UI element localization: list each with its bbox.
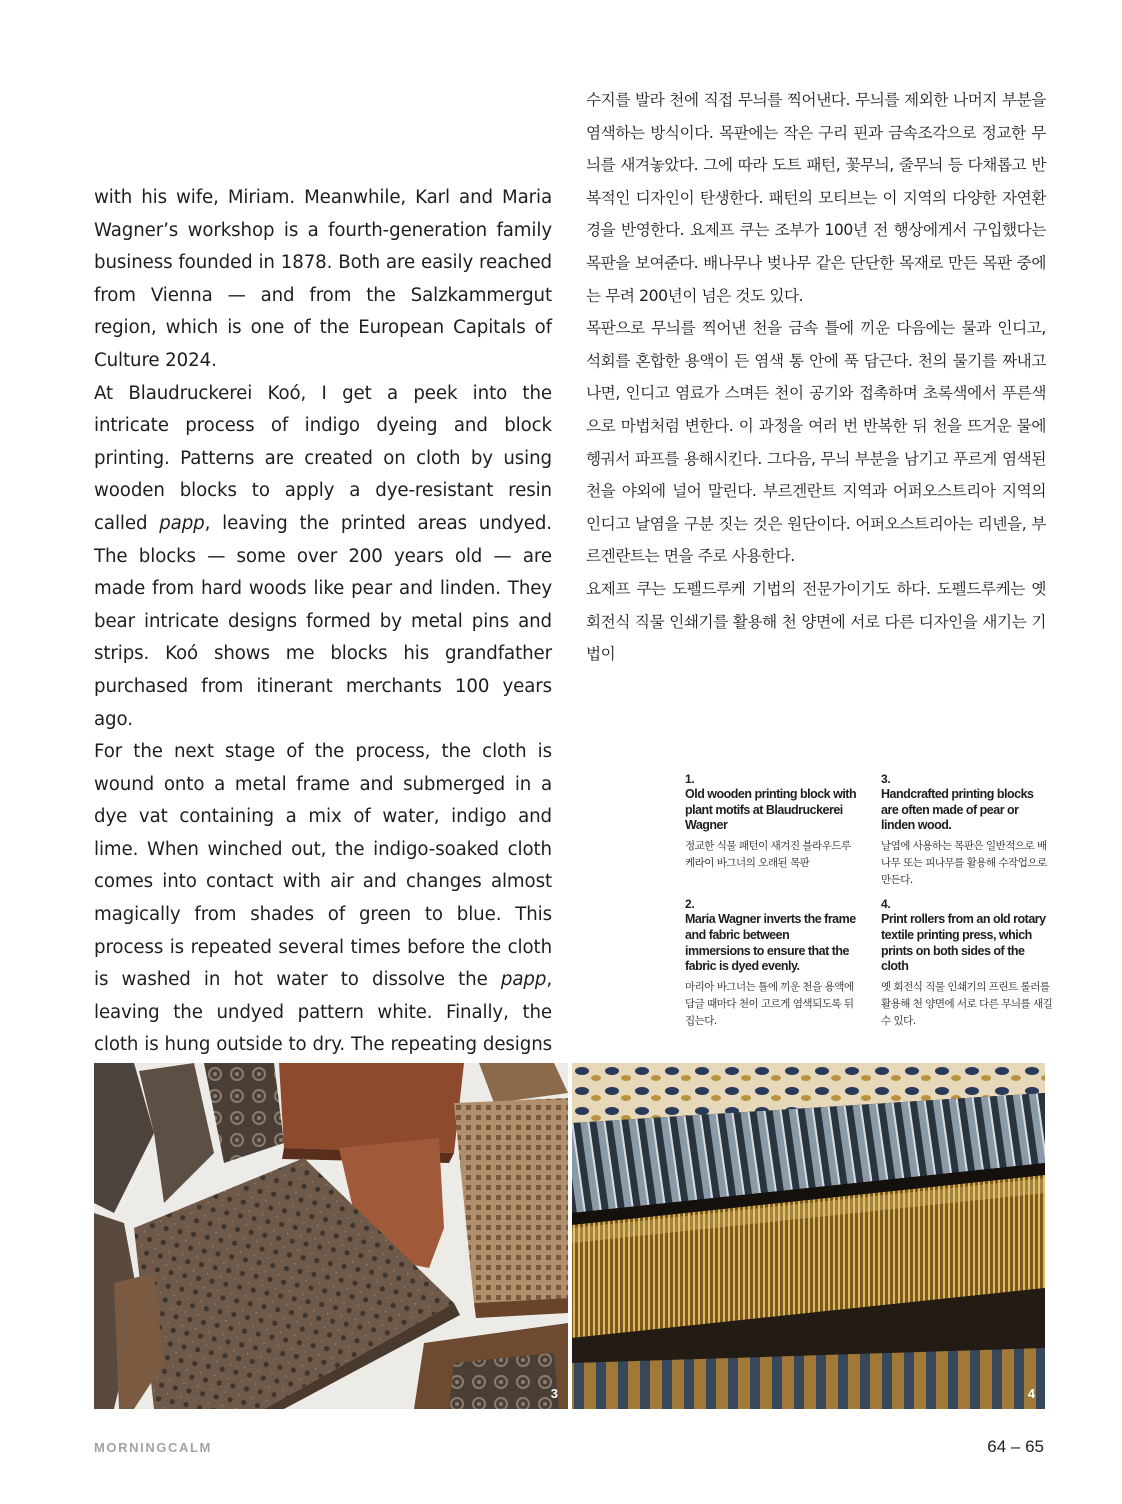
caption-english: Maria Wagner inverts the frame and fabric between immersions to ensure that the fabric is dyed evenly. [685, 912, 856, 974]
english-article-column [94, 182, 552, 1127]
page-numbers: 64 – 65 [987, 1437, 1044, 1456]
caption-2 [685, 897, 857, 1030]
caption-korean: 마리아 바그너는 틀에 끼운 천을 용액에 담글 때마다 천이 고르게 염색되도록 뒤집는다. [685, 980, 854, 1027]
text-run: For the next stage of the process, the cloth is wound onto a metal frame and submerged in a dye vat containing a mix of water, indigo and lime. When winched out, the indigo-soaked cloth comes into contact with air and changes almost magically from shades of green to blue. This process is repeated several times before the cloth is washed in hot water to dissolve the [94, 741, 552, 991]
caption-number: 2. [685, 897, 695, 912]
article-paragraph: with his wife, Miriam. Meanwhile, Karl and Maria Wagner’s workshop is a fourth-generation family business founded in 1878. Both are easily reached from Vienna — and from the Salzkammergut region, which is one of the European Capitals of Culture 2024. [94, 187, 552, 371]
caption-3 [881, 772, 1053, 889]
caption-korean: 정교한 식물 패턴이 새겨진 블라우드루케라이 바그너의 오래된 목판 [685, 840, 851, 870]
article-paragraph-ko: 수지를 발라 천에 직접 무늬를 찍어낸다. 무늬를 제외한 나머지 부분을 염색하는 방식이다. 목판에는 작은 구리 핀과 금속조각으로 정교한 무늬를 새겨놓았다. 그에 따라 도트 패턴, 꽃무늬, 줄무늬 등 다채롭고 반복적인 디자인이 탄생한다. 패턴의 모티브는 이 지역의 다양한 자연환경을 반영한다. 요제프 쿠는 조부가 100년 전 행상에게서 구입했다는 목판을 보여준다. 배나무나 벚나무 같은 단단한 목재로 만든 목판 중에는 무려 200년이 넘은 것도 있다. [586, 91, 1046, 305]
printing-blocks-illustration [94, 1063, 568, 1409]
caption-korean: 옛 회전식 직물 인쇄기의 프린트 롤러를 활용해 천 양면에 서로 다른 무늬를 새길 수 있다. [881, 980, 1053, 1027]
photo-number: 4 [1027, 1386, 1035, 1401]
photo-print-rollers [572, 1063, 1045, 1409]
caption-english: Print rollers from an old rotary textile printing press, which prints on both sides of the cloth [881, 912, 1046, 974]
photo-number: 3 [550, 1386, 558, 1401]
text-run: , leaving the printed areas undyed. The blocks — some over 200 years old — are made from hard woods like pear and linden. They bear intricate designs formed by metal pins and strips. Koó shows me blocks his grandfather purchased from itinerant merchants 100 years ago. [94, 512, 552, 730]
article-paragraph-ko: 목판으로 무늬를 찍어낸 천을 금속 틀에 끼운 다음에는 물과 인디고, 석회를 혼합한 용액이 든 염색 통 안에 푹 담근다. 천의 물기를 짜내고 나면, 인디고 염료가 스며든 천이 공기와 접촉하며 초록색에서 푸른색으로 마법처럼 변한다. 이 과정을 여러 번 반복한 뒤 천을 뜨거운 물에 헹궈서 파프를 용해시킨다. 그다음, 무늬 부분을 남기고 푸르게 염색된 천을 야외에 널어 말린다. 부르겐란트 지역과 어퍼오스트리아 지역의 인디고 날염을 구분 짓는 것은 원단이다. 어퍼오스트리아는 리넨을, 부르겐란트는 면을 주로 사용한다. [586, 319, 1046, 566]
italic-term: papp [500, 969, 547, 991]
caption-number: 3. [881, 772, 891, 786]
caption-4 [881, 897, 1053, 1030]
photo-printing-blocks [94, 1063, 568, 1409]
caption-english: Handcrafted printing blocks are often made of pear or linden wood. [881, 787, 1034, 833]
caption-number: 4. [881, 897, 891, 912]
magazine-brand: MORNINGCALM [94, 1440, 212, 1455]
korean-article-column [586, 84, 1046, 671]
caption-english: Old wooden printing block with plant motifs at Blaudruckerei Wagner [685, 787, 857, 833]
caption-korean: 날염에 사용하는 목판은 일반적으로 배나무 또는 피나무를 활용해 수작업으로 만든다. [881, 840, 1047, 887]
italic-term: papp [159, 512, 205, 534]
text-run: , leaving the undyed pattern white. Finally, the cloth is hung outside to dry. The repeating designs [94, 969, 552, 1056]
article-paragraph-ko: 요제프 쿠는 도펠드루케 기법의 전문가이기도 하다. 도펠드루케는 옛 회전식 직물 인쇄기를 활용해 천 양면에 서로 다른 디자인을 새기는 기법이 [586, 579, 1046, 664]
text-run: At Blaudruckerei Koó, I get a peek into the intricate process of indigo dyeing and block printing. Patterns are created on cloth by using wooden blocks to apply a dye-resistant resin called [94, 382, 552, 534]
article-paragraph [94, 378, 552, 737]
caption-number: 1. [685, 772, 695, 786]
photo-captions [685, 772, 1053, 1038]
print-rollers-illustration [572, 1063, 1045, 1409]
caption-1 [685, 772, 857, 889]
